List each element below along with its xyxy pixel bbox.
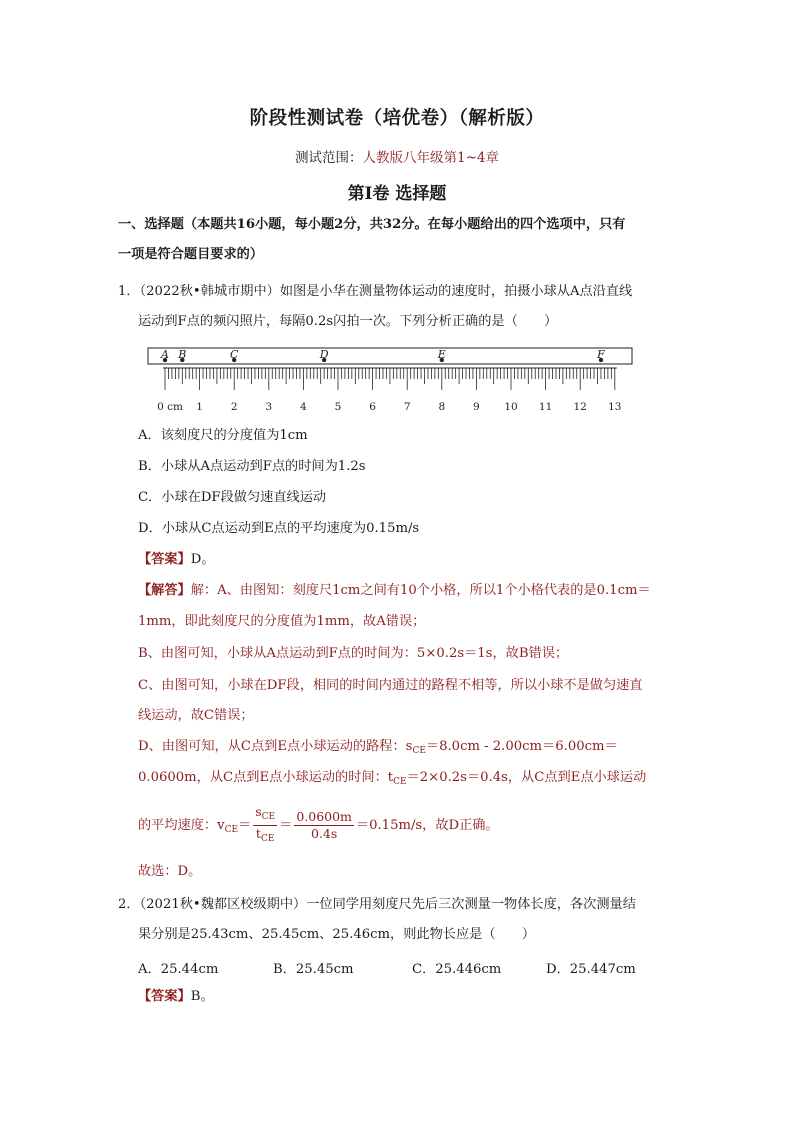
scope-label: 测试范围： <box>295 150 363 166</box>
point-label: D <box>319 348 329 361</box>
fraction-denominator: t <box>255 826 261 841</box>
q2-option-c: C．25.446cm <box>412 962 502 977</box>
scale-label: 12 <box>573 401 587 413</box>
scale-label: 9 <box>473 401 480 413</box>
q1-option-a: A．该刻度尺的分度值为1cm <box>138 428 308 443</box>
fraction-numerator: 0.0600m <box>296 809 352 824</box>
scale-label: 7 <box>403 401 411 413</box>
subscript: CE <box>224 825 239 835</box>
volume-title: 第Ⅰ卷 选择题 <box>347 184 447 204</box>
fraction-s-over-t <box>253 804 277 847</box>
point-label: A <box>161 348 169 361</box>
analysis-text: ＝8.0cm - 2.00cm＝6.00cm＝ <box>425 739 618 754</box>
q1-analysis-line6 <box>138 737 618 761</box>
q1-option-c: C．小球在DF段做匀速直线运动 <box>138 490 327 505</box>
scale-label: 1 <box>196 401 203 413</box>
q1-analysis-line2: 1mm，即此刻度尺的分度值为1mm，故A错误； <box>138 614 426 629</box>
q2-option-a: A．25.44cm <box>138 962 219 977</box>
q1-option-b: B．小球从A点运动到F点的时间为1.2s <box>138 459 366 474</box>
q1-analysis-line4: C、由图可知，小球在DF段，相同的时间内通过的路程不相等，所以小球不是做匀速直 <box>138 678 643 693</box>
q2-option-b: B．25.45cm <box>273 962 354 977</box>
q1-analysis-line3: B、由图可知，小球从A点运动到F点的时间为：5×0.2s＝1s，故B错误； <box>138 646 569 661</box>
scale-label: 8 <box>438 401 446 413</box>
q1-analysis-line1 <box>138 581 651 601</box>
q1-analysis-line8 <box>138 804 499 849</box>
scale-label: 5 <box>334 401 342 413</box>
point-label: F <box>597 348 605 361</box>
q1-answer <box>138 550 215 570</box>
analysis-text: D、由图可知，从C点到E点小球运动的路程：s <box>138 739 413 754</box>
equals-sign: ＝ <box>279 818 293 833</box>
fraction-denominator: 0.4s <box>310 826 338 841</box>
scale-label: 0 cm <box>157 401 183 413</box>
analysis-text: 解：A、由图知：刻度尺1cm之间有10个小格，所以1个小格代表的是0.1cm＝ <box>190 583 651 598</box>
subscript: CE <box>260 834 275 844</box>
section-header-line2: 一项是符合题目要求的） <box>118 247 264 262</box>
q2-stem-line1: 2．（2021秋•魏都区校级期中）一位同学用刻度尺先后三次测量一物体长度，各次测量结 <box>118 897 636 912</box>
test-scope <box>0 146 794 166</box>
analysis-tag: 【解答】 <box>138 583 191 598</box>
analysis-text: ＝2×0.2s＝0.4s，从C点到E点小球运动 <box>406 770 647 785</box>
q1-stem-line2: 运动到F点的频闪照片，每隔0.2s闪拍一次。下列分析正确的是（ ） <box>138 314 558 329</box>
scale-label: 10 <box>504 401 518 413</box>
fraction-values <box>294 809 354 842</box>
analysis-text: 的平均速度：v <box>138 818 225 833</box>
answer-value: B。 <box>190 989 214 1004</box>
point-label: E <box>437 348 446 361</box>
scale-label: 3 <box>265 401 273 413</box>
answer-value: D。 <box>190 552 215 567</box>
equals-sign: ＝ <box>238 818 252 833</box>
q2-option-d: D．25.447cm <box>546 962 636 977</box>
analysis-text: ＝0.15m/s，故D正确。 <box>355 818 499 833</box>
motion-track <box>148 348 632 364</box>
ruler-figure <box>0 340 794 420</box>
scope-value: 人教版八年级第1~4章 <box>362 150 499 166</box>
q1-analysis-line7 <box>138 768 646 792</box>
scale-label: 6 <box>369 401 376 413</box>
section-header-line1: 一、选择题（本题共16小题，每小题2分，共32分。在每小题给出的四个选项中，只有 <box>118 217 626 232</box>
scale-label: 11 <box>538 401 553 413</box>
q1-stem-line1: 1．（2022秋•韩城市期中）如图是小华在测量物体运动的速度时，拍摄小球从A点沿直线 <box>118 284 633 299</box>
answer-tag: 【答案】 <box>138 552 191 567</box>
subscript: CE <box>412 746 426 756</box>
answer-tag: 【答案】 <box>138 989 191 1004</box>
scale-label: 13 <box>608 401 622 413</box>
page-title: 阶段性测试卷（培优卷）（解析版） <box>249 108 545 129</box>
q1-choice-line: 故选：D。 <box>138 864 202 879</box>
subscript: CE <box>261 812 276 822</box>
point-label: C <box>229 348 239 361</box>
scale-label: 4 <box>300 401 307 413</box>
q1-analysis-line5: 线运动，故C错误； <box>138 708 254 723</box>
q2-answer <box>138 987 214 1007</box>
subscript: CE <box>393 777 407 787</box>
analysis-text: 0.0600m，从C点到E点小球运动的时间：t <box>138 770 394 785</box>
q2-stem-line2: 果分别是25.43cm、25.45cm、25.46cm，则此物长应是（ ） <box>138 927 536 942</box>
fraction-numerator: s <box>255 804 262 819</box>
q1-option-d: D．小球从C点运动到E点的平均速度为0.15m/s <box>138 521 420 536</box>
scale-label: 2 <box>230 401 238 413</box>
point-label: B <box>178 348 187 361</box>
